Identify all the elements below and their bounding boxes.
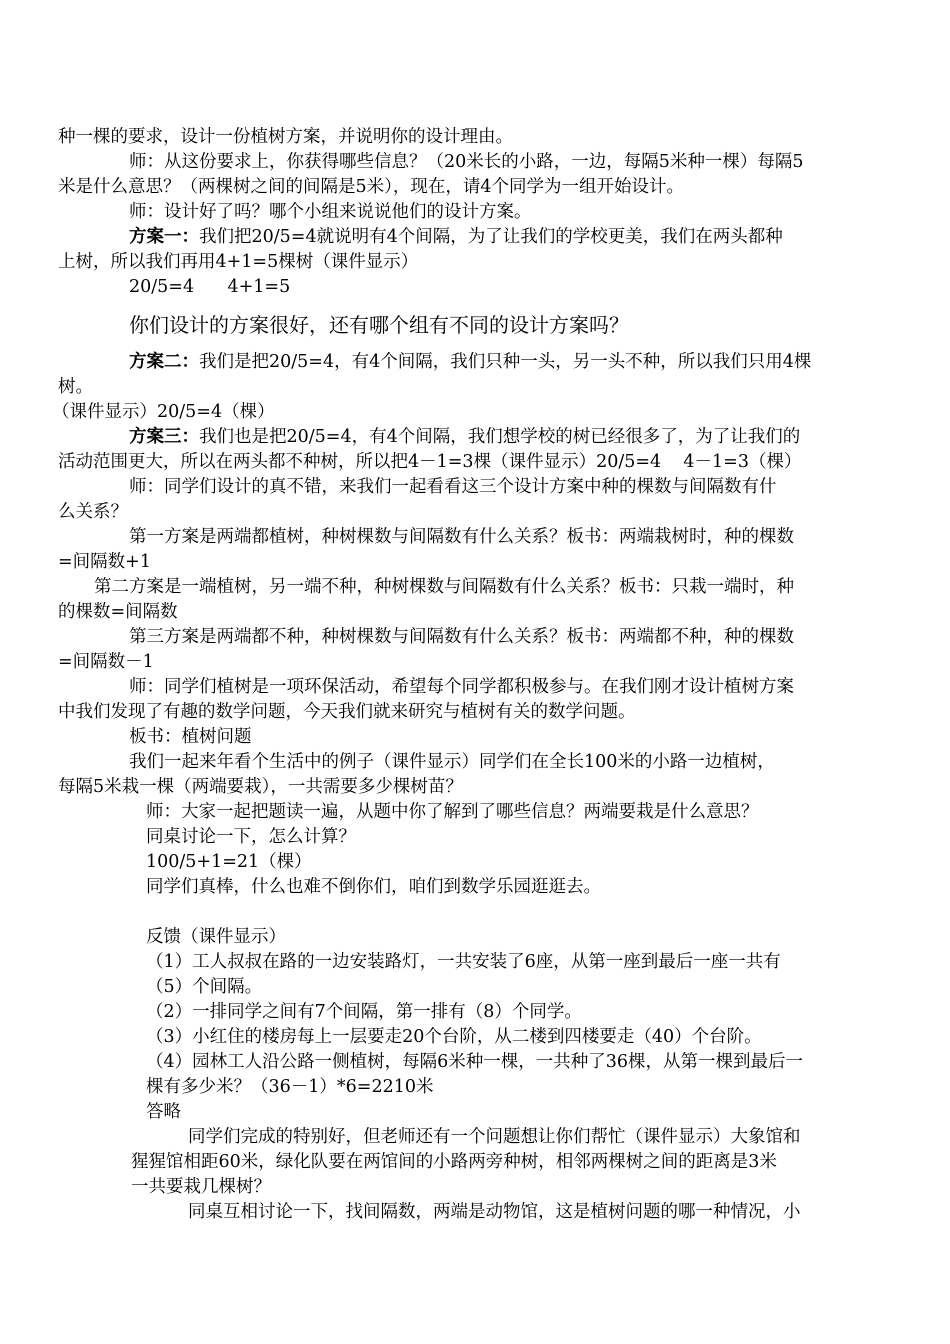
formula-line: 20/5=4 4+1=5 bbox=[129, 277, 291, 297]
text-line: 师：从这份要求上，你获得哪些信息？（20米长的小路，一边，每隔5米种一棵）每隔5 bbox=[129, 152, 804, 172]
text-line: 同桌讨论一下，怎么计算？ bbox=[146, 827, 356, 847]
plan-one-line bbox=[129, 225, 783, 250]
text-line: （5）个间隔。 bbox=[146, 977, 263, 997]
text-line: 师：设计好了吗？哪个小组来说说他们的设计方案。 bbox=[129, 202, 532, 222]
plan-two-text: 我们是把20/5=4，有4个间隔，我们只种一头，另一头不种，所以我们只用4棵 bbox=[199, 352, 812, 372]
teacher-prompt: 你们设计的方案很好，还有哪个组有不同的设计方案吗？ bbox=[129, 313, 629, 337]
text-line: 中我们发现了有趣的数学问题，今天我们就来研究与植树有关的数学问题。 bbox=[58, 702, 636, 722]
text-line: 师：同学们植树是一项环保活动，希望每个同学都积极参与。在我们刚才设计植树方案 bbox=[129, 677, 794, 697]
plan-two-line bbox=[129, 350, 811, 375]
text-line: 答略 bbox=[146, 1102, 181, 1122]
text-line: 种一棵的要求，设计一份植树方案，并说明你的设计理由。 bbox=[58, 127, 513, 147]
text-line: 么关系？ bbox=[58, 502, 128, 522]
plan-one-label: 方案一： bbox=[129, 227, 199, 247]
text-line: 第二方案是一端植树，另一端不种，种树棵数与间隔数有什么关系？板书：只栽一端时，种 bbox=[94, 577, 794, 597]
text-line: 棵有多少米？（36－1）*6=2210米 bbox=[146, 1077, 434, 1097]
text-line: 一共要栽几棵树？ bbox=[131, 1177, 271, 1197]
board-title: 板书：植树问题 bbox=[129, 727, 252, 747]
formula-line: 100/5+1=21（棵） bbox=[146, 852, 312, 872]
text-line: 每隔5米栽一棵（两端要栽），一共需要多少棵树苗？ bbox=[58, 777, 463, 797]
text-line: （课件显示）20/5=4（棵） bbox=[52, 402, 275, 422]
text-line: 米是什么意思？（两棵树之间的间隔是5米），现在，请4个同学为一组开始设计。 bbox=[58, 177, 685, 197]
text-line: =间隔数+1 bbox=[58, 552, 151, 572]
text-line: 同学们真棒，什么也难不倒你们，咱们到数学乐园逛逛去。 bbox=[146, 877, 601, 897]
text-line: 我们一起来年看个生活中的例子（课件显示）同学们在全长100米的小路一边植树， bbox=[129, 752, 775, 772]
text-line: 活动范围更大，所以在两头都不种树，所以把4－1=3棵（课件显示）20/5=4 4－1=3（棵） bbox=[58, 452, 802, 472]
plan-three-line bbox=[129, 425, 800, 450]
text-line: 师：同学们设计的真不错，来我们一起看看这三个设计方案中种的棵数与间隔数有什 bbox=[129, 477, 777, 497]
exercise-item: （4）园林工人沿公路一侧植树，每隔6米种一棵，一共种了36棵，从第一棵到最后一 bbox=[146, 1052, 804, 1072]
text-line: 树。 bbox=[58, 377, 93, 397]
text-line: 的棵数=间隔数 bbox=[58, 602, 178, 622]
plan-two-label: 方案二： bbox=[129, 352, 199, 372]
exercise-item: （2）一排同学之间有7个间隔，第一排有（8）个同学。 bbox=[146, 1002, 582, 1022]
plan-one-text: 我们把20/5=4就说明有4个间隔，为了让我们的学校更美，我们在两头都种 bbox=[199, 227, 783, 247]
exercise-item: （3）小红住的楼房每上一层要走20个台阶，从二楼到四楼要走（40）个台阶。 bbox=[146, 1027, 762, 1047]
text-line: 同桌互相讨论一下，找间隔数，两端是动物馆，这是植树问题的哪一种情况，小 bbox=[188, 1202, 801, 1222]
text-line: 猩猩馆相距60米，绿化队要在两馆间的小路两旁种树，相邻两棵树之间的距离是3米 bbox=[131, 1152, 777, 1172]
text-line: 第三方案是两端都不种，种树棵数与间隔数有什么关系？板书：两端都不种，种的棵数 bbox=[129, 627, 794, 647]
feedback-heading: 反馈（课件显示） bbox=[146, 927, 286, 947]
text-line: =间隔数－1 bbox=[58, 652, 154, 672]
text-line: 上树，所以我们再用4+1=5棵树（课件显示） bbox=[58, 252, 419, 272]
text-line: 师：大家一起把题读一遍，从题中你了解到了哪些信息？两端要栽是什么意思？ bbox=[146, 802, 759, 822]
exercise-item: （1）工人叔叔在路的一边安装路灯，一共安装了6座，从第一座到最后一座一共有 bbox=[146, 952, 781, 972]
plan-three-label: 方案三： bbox=[129, 427, 199, 447]
text-line: 第一方案是两端都植树，种树棵数与间隔数有什么关系？板书：两端栽树时，种的棵数 bbox=[129, 527, 794, 547]
text-line: 同学们完成的特别好，但老师还有一个问题想让你们帮忙（课件显示）大象馆和 bbox=[188, 1127, 801, 1147]
plan-three-text: 我们也是把20/5=4，有4个间隔，我们想学校的树已经很多了，为了让我们的 bbox=[199, 427, 801, 447]
